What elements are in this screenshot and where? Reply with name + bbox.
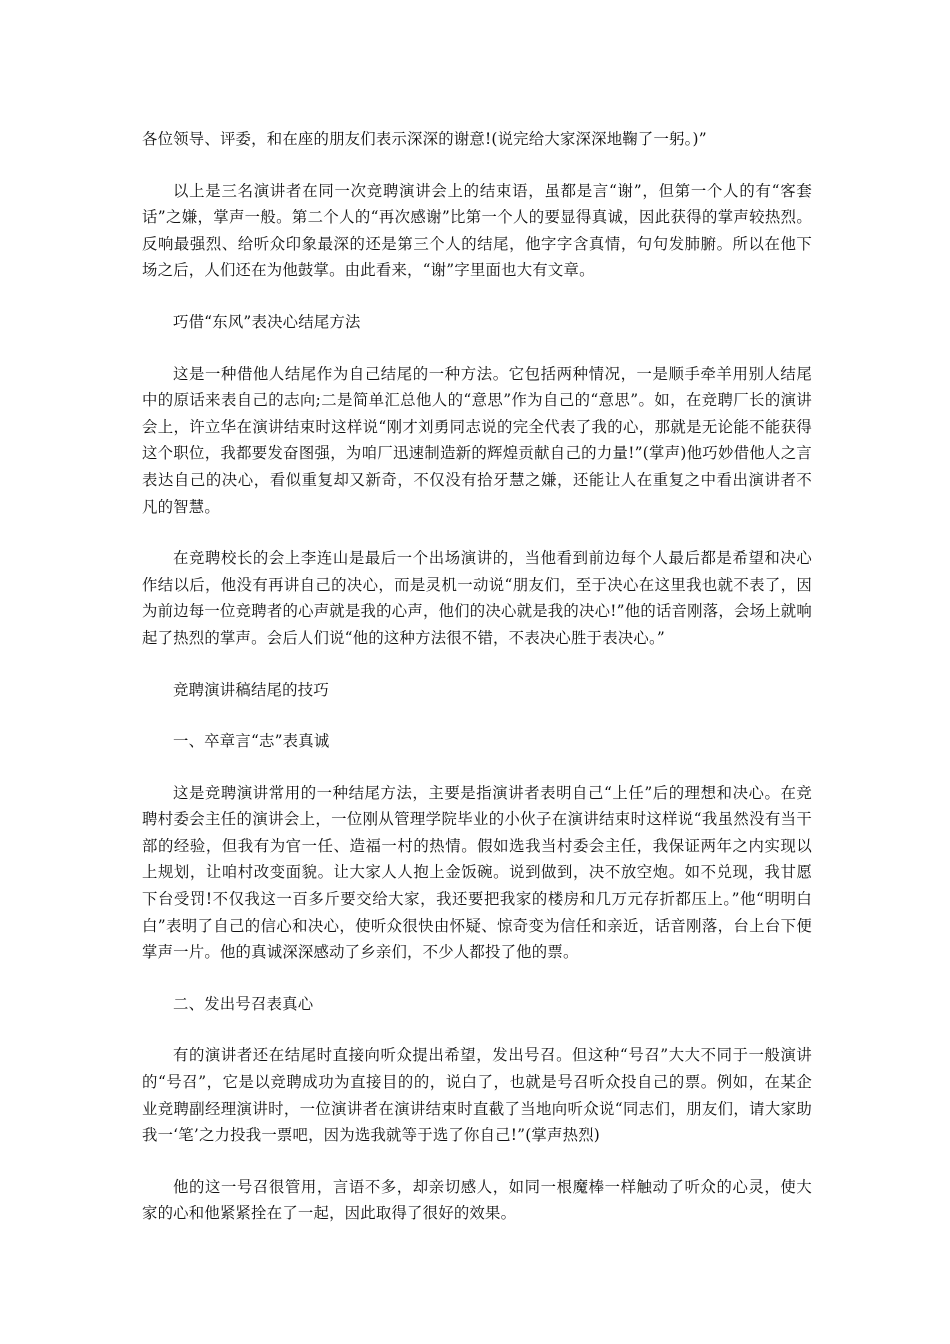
paragraph-effect: 他的这一号召很管用，言语不多，却亲切感人，如同一根魔棒一样触动了听众的心灵，使大家的心和他紧紧拴在了一起，因此取得了很好的效果。	[142, 1177, 812, 1223]
section-heading-dongfeng: 巧借“东风”表决心结尾方法	[173, 312, 361, 331]
paragraph-principal-example: 在竞聘校长的会上李连山是最后一个出场演讲的，当他看到前边每个人最后都是希望和决心作结以后，他没有再讲自己的决心，而是灵机一动说“朋友们，至于决心在这里我也就不表了，因为前边每一位竞聘者的心声就是我的心声，他们的决心就是我的决心!”他的话音刚落，会场上就响起了热烈的掌声。会后人们说“他的这种方法很不错，不表决心胜于表决心。”	[142, 549, 812, 647]
paragraph-continuation: 各位领导、评委，和在座的朋友们表示深深的谢意!(说完给大家深深地鞠了一躬。)”	[142, 130, 707, 148]
paragraph-call-to-action: 有的演讲者还在结尾时直接向听众提出希望，发出号召。但这种“号召”大大不同于一般演讲的“号召”，它是以竞聘成功为直接目的的，说白了，也就是号召听众投自己的票。例如，在某企业竞聘副经理演讲时，一位演讲者在演讲结束时直截了当地向听众说“同志们，朋友们，请大家助我一‘笔’之力投我一票吧，因为选我就等于选了你自己!”(掌声热烈)	[142, 1046, 812, 1145]
paragraph-dongfeng-method: 这是一种借他人结尾作为自己结尾的一种方法。它包括两种情况，一是顺手牵羊用别人结尾中的原话来表自己的志向;二是简单汇总他人的“意思”作为自己的“意思”。如，在竞聘厂长的演讲会上，许立华在演讲结束时这样说“刚才刘勇同志说的完全代表了我的心，那就是无论能不能获得这个职位，我都要发奋图强，为咱厂迅速制造新的辉煌贡献自己的力量!”(掌声)他巧妙借他人之言表达自己的决心，看似重复却又新奇，不仅没有拾牙慧之嫌，还能让人在重复之中看出演讲者不凡的智慧。	[142, 364, 812, 516]
section-heading-techniques: 竞聘演讲稿结尾的技巧	[173, 680, 329, 699]
paragraph-summary: 以上是三名演讲者在同一次竞聘演讲会上的结束语，虽都是言“谢”，但第一个人的有“客套话”之嫌，掌声一般。第二个人的“再次感谢”比第一个人的要显得真诚，因此获得的掌声较热烈。反响最强烈、给听众印象最深的还是第三个人的结尾，他字字含真情，句句发肺腑。所以在他下场之后，人们还在为他鼓掌。由此看来，“谢”字里面也大有文章。	[142, 181, 812, 280]
subheading-two: 二、发出号召表真心	[173, 994, 314, 1013]
subheading-one: 一、卒章言“志”表真诚	[173, 732, 330, 751]
document-page	[142, 126, 812, 1227]
paragraph-ambition: 这是竞聘演讲常用的一种结尾方法，主要是指演讲者表明自己“上任”后的理想和决心。在竞聘村委会主任的演讲会上，一位刚从管理学院毕业的小伙子在演讲结束时这样说“我虽然没有当干部的经验，但我有为官一任、造福一村的热情。假如选我当村委会主任，我保证两年之内实现以上规划，让咱村改变面貌。让大家人人抱上金饭碗。说到做到，决不放空炮。如不兑现，我甘愿下台受罚!不仅我这一百多斤要交给大家，我还要把我家的楼房和几万元存折都压上。”他“明明白白”表明了自己的信心和决心，使听众很快由怀疑、惊奇变为信任和亲近，话音刚落，台上台下便掌声一片。他的真诚深深感动了乡亲们，不少人都投了他的票。	[142, 783, 812, 962]
